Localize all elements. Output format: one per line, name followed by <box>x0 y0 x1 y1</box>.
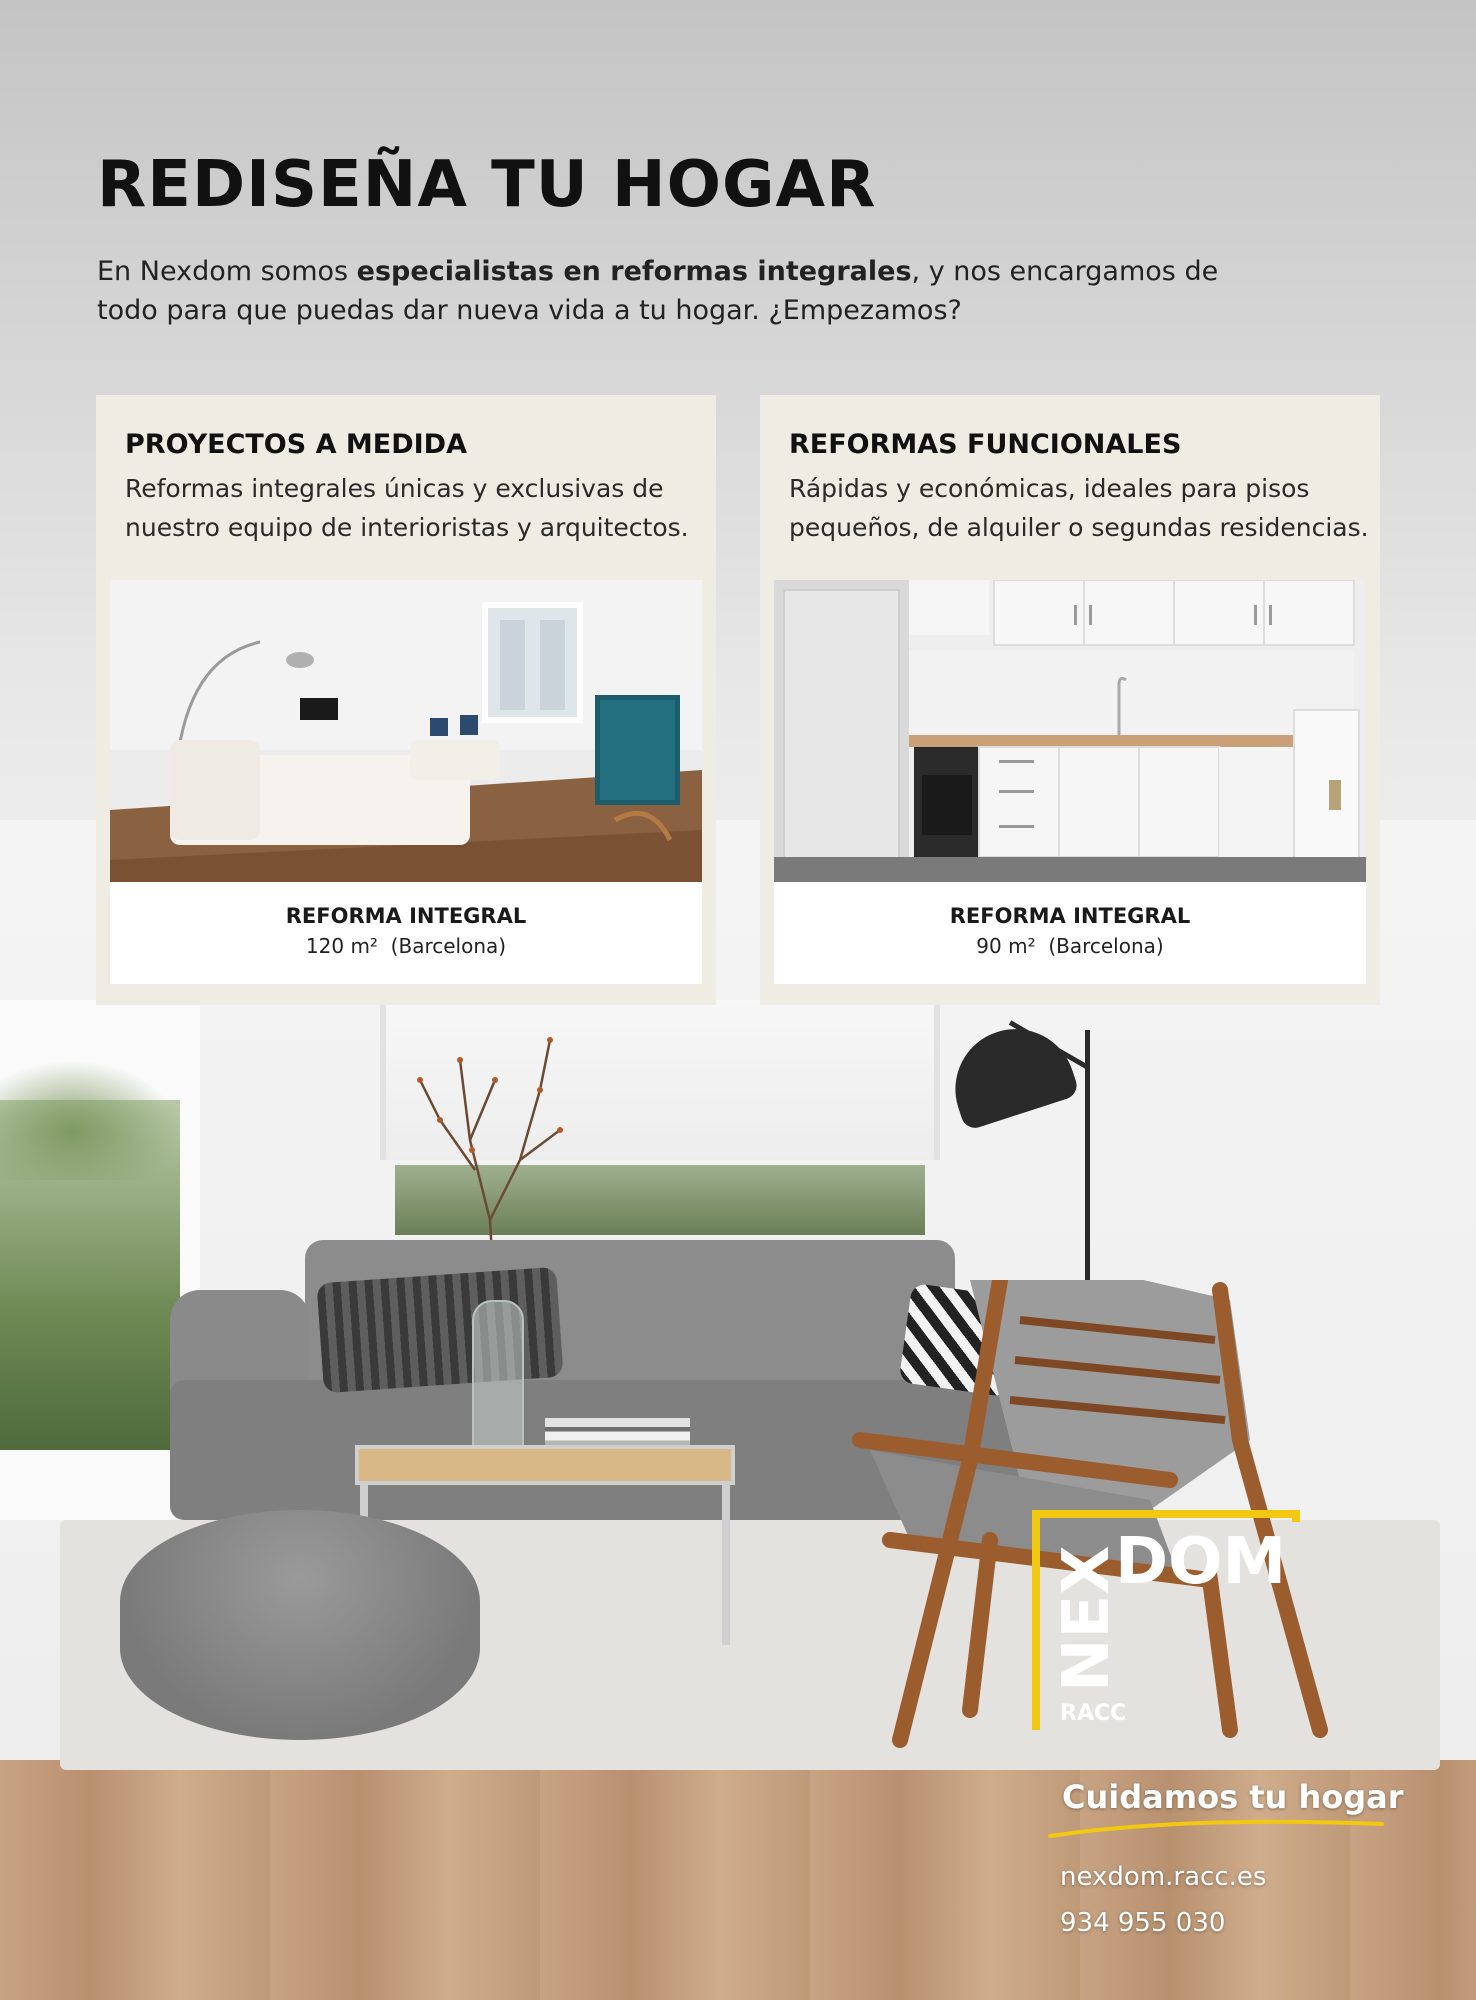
table-leg-image <box>722 1485 730 1645</box>
logo-racc-text: RACC <box>1060 1701 1127 1726</box>
card-description: Reformas integrales únicas y exclusivas de nuestro equipo de interioristas y arquitectos. <box>125 474 689 542</box>
caption-title: REFORMA INTEGRAL <box>285 904 527 928</box>
card-title: PROYECTOS A MEDIDA <box>125 429 467 460</box>
pillow-image <box>316 1267 563 1393</box>
kitchen-photo <box>774 580 1366 882</box>
pouf-image <box>120 1510 480 1740</box>
card-caption <box>110 882 702 984</box>
background-tree <box>0 1060 180 1180</box>
tagline-underline <box>1046 1814 1386 1844</box>
website-link[interactable]: nexdom.racc.es <box>1060 1862 1267 1892</box>
intro-text: En Nexdom somos <box>97 256 357 287</box>
page-title: REDISEÑA TU HOGAR <box>97 148 877 222</box>
books-image <box>545 1418 690 1448</box>
logo-dom-text: DOM <box>1115 1525 1287 1599</box>
vase-image <box>472 1300 524 1460</box>
intro-paragraph <box>97 252 1247 330</box>
brand-tagline: Cuidamos tu hogar <box>1062 1778 1404 1816</box>
card-title: REFORMAS FUNCIONALES <box>789 429 1182 460</box>
caption-detail <box>110 934 702 958</box>
intro-highlight: especialistas en reformas integrales <box>356 256 912 287</box>
logo-nex-text: NEX <box>1050 1545 1124 1692</box>
caption-location: (Barcelona) <box>1048 934 1164 958</box>
caption-detail <box>774 934 1366 958</box>
coffee-table-image <box>355 1445 735 1485</box>
caption-size: 90 m² <box>976 934 1036 958</box>
caption-title: REFORMA INTEGRAL <box>949 904 1191 928</box>
caption-location: (Barcelona) <box>390 934 507 958</box>
card-reformas-funcionales <box>760 395 1380 1005</box>
phone-number[interactable]: 934 955 030 <box>1060 1908 1226 1938</box>
card-caption <box>774 882 1366 984</box>
card-description: Rápidas y económicas, ideales para pisos pequeños, de alquiler o segundas residencias. <box>789 474 1369 542</box>
living-room-photo <box>110 580 702 882</box>
caption-size: 120 m² <box>305 934 378 958</box>
nexdom-logo <box>1030 1510 1300 1730</box>
intro-text: , y nos encargamos de todo para que puedas dar nueva vida a tu hogar. ¿Empezamos? <box>97 256 1219 326</box>
card-proyectos-a-medida <box>96 395 716 1005</box>
